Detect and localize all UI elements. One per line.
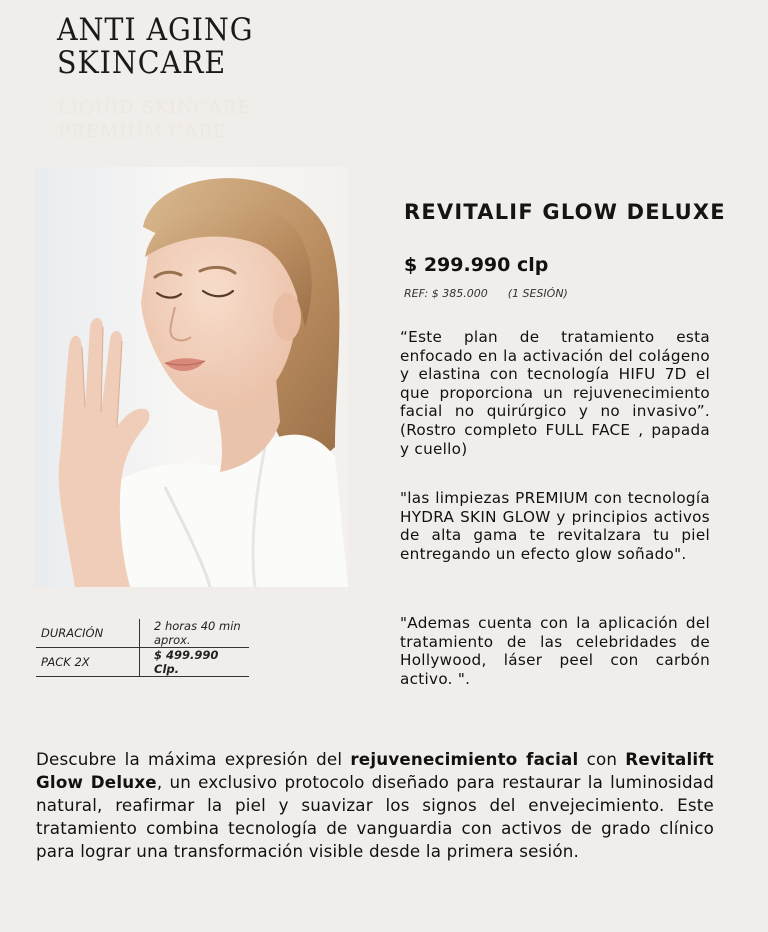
treatment-description-1: “Este plan de tratamiento esta enfocado en la activación del colágeno y elastina con tecnología HIFU 7D el que proporciona un rejuvenecimiento facial no quirúrgico y no invasivo”. (Rostro completo FULL FACE , papada y cuello) <box>400 328 710 458</box>
description-highlight: rejuvenecimiento facial <box>350 749 579 769</box>
brand-logo <box>57 14 253 80</box>
watermark-line-1: LIQUID SKINCARE <box>58 97 252 118</box>
reference-info <box>404 287 568 300</box>
duration-label: DURACIÓN <box>36 619 140 648</box>
brand-line-1: ANTI AGING <box>57 12 254 48</box>
product-title: REVITALIF GLOW DELUXE <box>404 200 726 224</box>
reference-price: REF: $ 385.000 <box>404 287 488 300</box>
product-price: $ 299.990 clp <box>404 254 549 276</box>
details-table <box>36 619 249 677</box>
pack-value: $ 499.990 Clp. <box>140 648 250 677</box>
watermark-line-2: PREMIUM CARE <box>58 121 228 142</box>
description-text: , un exclusivo protocolo diseñado para restaurar la luminosidad natural, reafirmar la piel y suavizar los signos del envejecimiento. Este tratamiento combina tecnología de vanguardia con activos de grado clínico para lograr una transformación visible desde la primera sesión. <box>36 772 714 861</box>
table-row <box>36 648 249 677</box>
woman-skincare-photo-icon <box>35 167 348 587</box>
description-highlight: Revitalift Glow Deluxe <box>36 749 714 792</box>
description-text: Descubre la máxima expresión del <box>36 749 351 769</box>
treatment-description-2: "las limpiezas PREMIUM con tecnología HYDRA SKIN GLOW y principios activos de alta gama te revitalzara tu piel entregando un efecto glow soñado". <box>400 489 710 563</box>
duration-value: 2 horas 40 min aprox. <box>154 619 241 647</box>
table-row <box>36 619 249 648</box>
pack-label: PACK 2X <box>36 648 140 677</box>
session-count: (1 SESIÓN) <box>507 287 568 300</box>
treatment-description-3: "Ademas cuenta con la aplicación del tratamiento de las celebridades de Hollywood, láser peel con carbón activo. ". <box>400 614 710 688</box>
faint-watermark-text <box>58 96 251 144</box>
main-description <box>36 748 714 863</box>
brand-line-2: SKINCARE <box>57 45 227 81</box>
description-text: con <box>578 749 626 769</box>
